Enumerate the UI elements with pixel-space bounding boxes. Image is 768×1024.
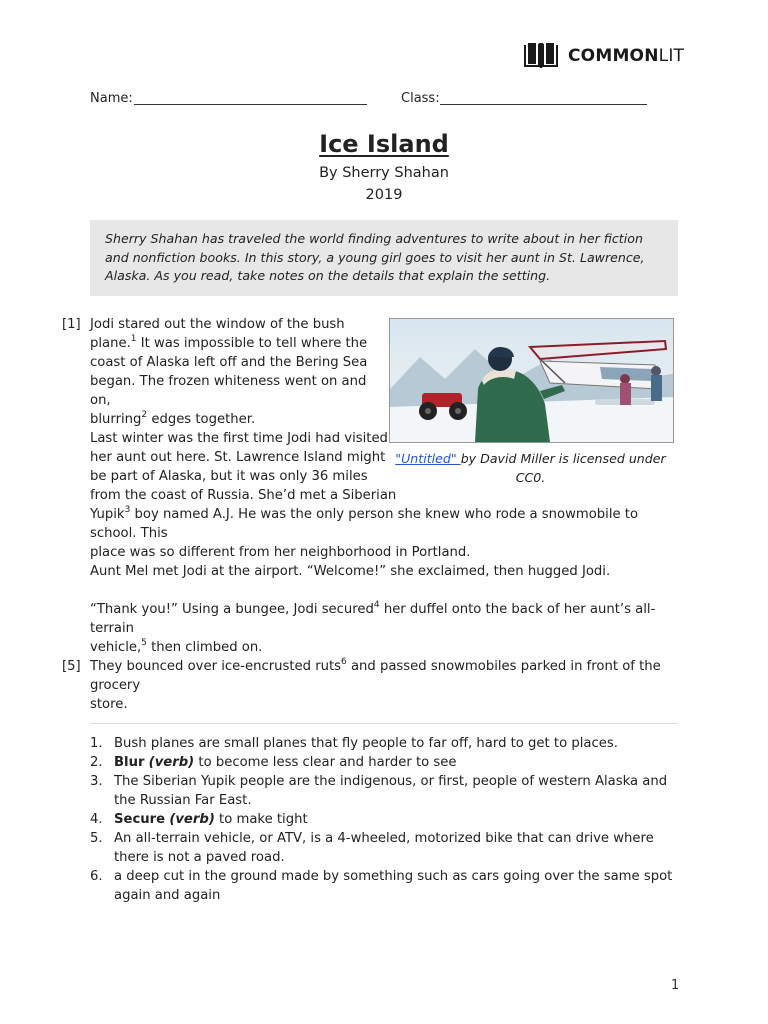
footnote-term: Blur bbox=[114, 755, 145, 770]
paragraph-4: “Thank you!” Using a bungee, Jodi secured$^4$ her duffel onto the back of her aunt’s all-terrain vehicle,$^5$ then climbed on. bbox=[90, 599, 656, 655]
footnotes-list bbox=[90, 734, 678, 905]
footnote-ref-6[interactable]: 6 bbox=[341, 656, 347, 667]
footnote-ref-4[interactable]: 4 bbox=[373, 599, 380, 610]
footnote-item: 5. An all-terrain vehicle, or ATV, is a 4-wheeled, motorized bike that can drive where there is not a paved road. bbox=[90, 831, 654, 865]
footnote-item: 4. Secure (verb) to make tight bbox=[90, 812, 308, 827]
footnote-pos: (verb) bbox=[169, 812, 215, 827]
paragraph-2: Last winter was the first time Jodi had visited her aunt out here. St. Lawrence Island might be part of Alaska, but it was only 36 miles from the coast of Russia. She’d met a Siberian Yupik$^3$ boy named A.J. He was the only person she knew who rode a snowmobile to school. This place was so different from her neighborhood in Portland. bbox=[90, 431, 639, 560]
footnote-item: 3. The Siberian Yupik people are the indigenous, or first, people of western Alaska and the Russian Far East. bbox=[90, 774, 668, 808]
paragraph-number-5: [5] bbox=[62, 659, 81, 674]
name-label: Name: bbox=[90, 91, 133, 106]
commonlit-logo[interactable] bbox=[522, 42, 684, 70]
footnote-item: 6. a deep cut in the ground made by something such as cars going over the same spot again and again bbox=[90, 869, 673, 903]
class-label: Class: bbox=[401, 91, 440, 106]
footnote-item: 1. Bush planes are small planes that fly people to far off, hard to get to places. bbox=[90, 736, 618, 751]
paragraph-1: Jodi stared out the window of the bush plane.$^1$ It was impossible to tell where the coast of Alaska left off and the Bering Sea began. The frozen whiteness went on and on, blurring$^2$ edges together. bbox=[90, 317, 368, 427]
footnote-ref-3[interactable]: 3 bbox=[124, 504, 131, 515]
logo-wordmark: COMMONLIT bbox=[568, 46, 685, 66]
paragraph-3: Aunt Mel met Jodi at the airport. “Welcome!” she exclaimed, then hugged Jodi. bbox=[90, 564, 611, 579]
illustration-caption: "Untitled" by David Miller is licensed under CC0. bbox=[395, 451, 666, 485]
document-year: 2019 bbox=[365, 187, 403, 203]
footnote-divider bbox=[90, 723, 678, 724]
footnote-ref-1[interactable]: 1 bbox=[130, 333, 137, 344]
footnote-pos: (verb) bbox=[148, 755, 195, 770]
footnote-item: 2. Blur (verb) to become less clear and harder to see bbox=[90, 755, 457, 770]
story-illustration bbox=[389, 318, 674, 443]
paragraph-number-1: [1] bbox=[62, 317, 81, 332]
document-author: By Sherry Shahan bbox=[319, 165, 449, 181]
footnote-ref-2[interactable]: 2 bbox=[141, 409, 148, 420]
intro-box: Sherry Shahan has traveled the world finding adventures to write about in her fiction and nonfiction books. In this story, a young girl goes to visit her aunt in St. Lawrence, Alaska. As you read, take notes on the details that explain the setting. bbox=[90, 220, 678, 296]
document-title: Ice Island bbox=[319, 130, 449, 158]
class-field-line[interactable] bbox=[440, 104, 647, 105]
caption-link[interactable]: "Untitled" bbox=[395, 451, 461, 466]
footnote-term: Secure bbox=[114, 812, 166, 827]
name-field-line[interactable] bbox=[134, 104, 367, 105]
footnote-ref-5[interactable]: 5 bbox=[141, 637, 147, 648]
paragraph-5: They bounced over ice-encrusted ruts$^6$ and passed snowmobiles parked in front of the grocery store. bbox=[90, 656, 661, 712]
page-number: 1 bbox=[671, 978, 680, 993]
open-book-icon bbox=[522, 42, 560, 70]
